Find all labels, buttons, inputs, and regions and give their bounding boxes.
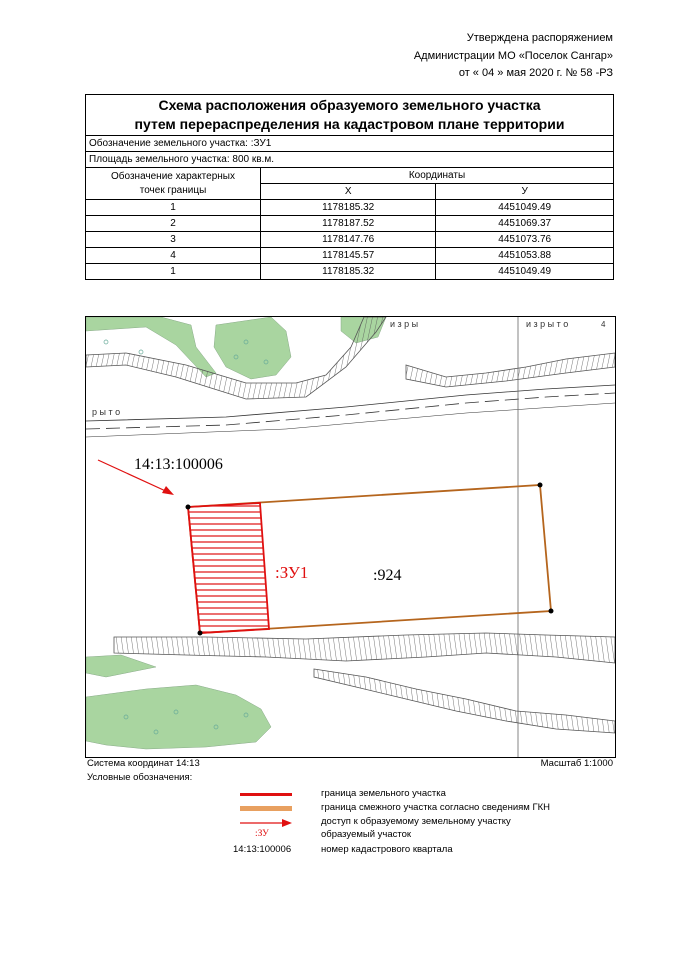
street-fragment: и з р ы т о: [526, 319, 569, 329]
new-parcel-label: :ЗУ1: [275, 563, 309, 582]
upper-slope-right: [406, 353, 615, 387]
map-drawing: [86, 317, 615, 757]
red-line-symbol: [240, 793, 292, 796]
x-cell: 1178187.52: [261, 216, 436, 232]
street-fragment: 4: [601, 320, 606, 329]
legend-text: доступ к образуемому земельному участку: [321, 816, 511, 827]
point-cell: 1: [86, 200, 261, 216]
point-cell: 4: [86, 248, 261, 264]
y-cell: 4451069.37: [436, 216, 614, 232]
table-row: [86, 200, 614, 216]
schema-title-line-1: Схема расположения образуемого земельного участка: [158, 97, 541, 113]
quarter-number-label: 14:13:100006: [134, 456, 223, 473]
point-cell: 3: [86, 232, 261, 248]
lower-slope-2: [314, 669, 615, 733]
x-cell: 1178147.76: [261, 232, 436, 248]
parcel-area: Площадь земельного участка: 800 кв.м.: [86, 152, 614, 168]
red-arrow-symbol: [240, 817, 292, 829]
orange-line-symbol: [240, 806, 292, 811]
point-cell: 1: [86, 264, 261, 280]
coordinates-table: [85, 94, 614, 280]
coordinate-system: Система координат 14:13: [87, 758, 200, 769]
parcel-designation: Обозначение земельного участка: :ЗУ1: [86, 136, 614, 152]
y-cell: 4451049.49: [436, 264, 614, 280]
legend-title: Условные обозначения:: [87, 772, 193, 783]
schema-title: [86, 95, 614, 136]
legend-text: граница земельного участка: [321, 788, 446, 799]
legend-text: граница смежного участка согласно сведениям ГКН: [321, 802, 550, 813]
legend-text: номер кадастрового квартала: [321, 844, 453, 855]
cadastral-map: [85, 316, 616, 758]
street-fragment: и з р ы: [390, 319, 419, 329]
x-cell: 1178145.57: [261, 248, 436, 264]
coords-header: Координаты: [261, 168, 614, 184]
y-cell: 4451053.88: [436, 248, 614, 264]
new-parcel-boundary: [188, 503, 269, 633]
points-header-line-2: точек границы: [139, 184, 207, 196]
approval-line-3: от « 04 » мая 2020 г. № 58 -РЗ: [458, 67, 613, 79]
points-header: [86, 168, 261, 200]
points-header-line-1: Обозначение характерных: [111, 170, 235, 182]
x-header: X: [261, 184, 436, 200]
y-header: У: [436, 184, 614, 200]
approval-block: [414, 30, 613, 83]
approval-line-2: Администрации МО «Поселок Сангар»: [413, 49, 613, 62]
approval-line-1: Утверждена распоряжением: [466, 32, 613, 44]
quarter-legend-label: 14:13:100006: [233, 844, 292, 855]
schema-title-line-2: путем перераспределения на кадастровом плане территории: [134, 116, 565, 132]
point-cell: 2: [86, 216, 261, 232]
street-fragment: р ы т о: [92, 407, 121, 417]
y-cell: 4451049.49: [436, 200, 614, 216]
table-row: [86, 232, 614, 248]
y-cell: 4451073.76: [436, 232, 614, 248]
table-row: [86, 248, 614, 264]
legend-text: образуемый участок: [321, 829, 412, 840]
new-parcel-legend-label: :ЗУ: [255, 829, 269, 839]
adjacent-parcel-label: :924: [373, 567, 402, 584]
map-scale: Масштаб 1:1000: [540, 758, 613, 769]
x-cell: 1178185.32: [261, 200, 436, 216]
x-cell: 1178185.32: [261, 264, 436, 280]
table-row: [86, 216, 614, 232]
table-row: [86, 264, 614, 280]
lower-slope: [114, 633, 615, 663]
